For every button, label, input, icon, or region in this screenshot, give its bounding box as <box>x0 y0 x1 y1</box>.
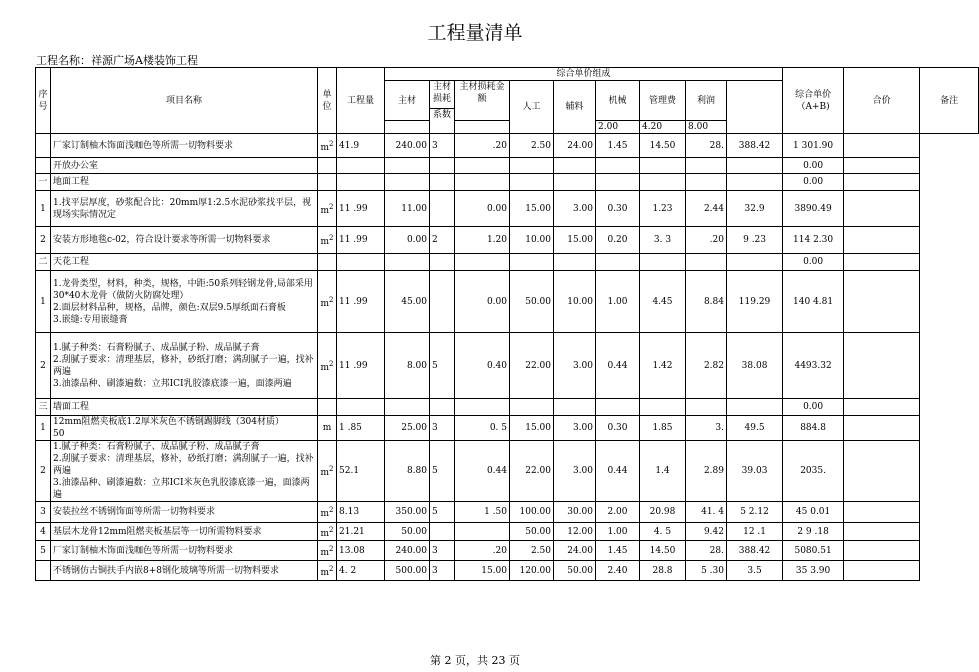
table-row <box>36 416 979 441</box>
cell-remark <box>844 441 920 502</box>
cell-remark <box>844 271 920 333</box>
cell-main: 240.00 <box>385 134 430 158</box>
cell-loss-amt: .20 <box>455 134 510 158</box>
cell-seq <box>36 158 51 174</box>
cell-remark <box>844 174 920 191</box>
cell-labor: 10.00 <box>510 227 554 254</box>
cell-profit: 2.82 <box>686 333 727 399</box>
cell-profit <box>686 254 727 271</box>
cell-qty: 1 .85 <box>337 416 385 441</box>
cell-remark <box>844 561 920 581</box>
cell-total: 35 3.90 <box>783 561 844 581</box>
table-row <box>36 523 979 541</box>
cell-loss <box>430 399 455 416</box>
table-row <box>36 134 979 158</box>
page-footer: 第 2 页，共 23 页 <box>430 654 520 667</box>
table-row <box>36 541 979 561</box>
cell-loss: 3 <box>430 134 455 158</box>
cell-name: 厂家订制柚木饰面浅咖色等所需一切物料要求 <box>51 134 318 158</box>
cell-unit <box>318 254 337 271</box>
cell-unit: $m^2$ <box>318 191 337 227</box>
cell-loss-amt: 0. 5 <box>455 416 510 441</box>
cell-unit: $m^2$ <box>318 333 337 399</box>
cell-aux: 30.00 <box>554 502 596 523</box>
cell-remark <box>844 191 920 227</box>
table-row <box>36 254 979 271</box>
cell-profit: 2.89 <box>686 441 727 502</box>
cell-aux: 10.00 <box>554 271 596 333</box>
cell-profit: .20 <box>686 227 727 254</box>
header-aux: 辅料 <box>554 81 596 134</box>
cell-price: 12 .1 <box>727 523 783 541</box>
cell-remark <box>844 416 920 441</box>
cell-price: 3.5 <box>727 561 783 581</box>
cell-loss: 3 <box>430 541 455 561</box>
cell-aux <box>554 158 596 174</box>
cell-main: 500.00 <box>385 561 430 581</box>
cell-price: 39.03 <box>727 441 783 502</box>
header-mgmt-rate: 4.20 <box>640 121 686 134</box>
cell-seq: 5 <box>36 541 51 561</box>
cell-loss-amt <box>455 254 510 271</box>
cell-aux: 50.00 <box>554 561 596 581</box>
header-name: 项目名称 <box>51 68 318 134</box>
cell-labor: 2.50 <box>510 134 554 158</box>
cell-name: 墙面工程 <box>51 399 318 416</box>
cell-seq: 2 <box>36 227 51 254</box>
cell-name: 1.腻子种类：石膏粉腻子、成品腻子粉、成品腻子膏 2.刮腻子要求：清理基层，修补，砂纸打磨；满刮腻子一遍，找补两遍 3.油漆品种、刷漆遍数：立邦ICI乳胶漆底漆一遍，面漆两遍 <box>51 333 318 399</box>
cell-loss-amt: 0.00 <box>455 191 510 227</box>
cell-total: 0.00 <box>783 174 844 191</box>
header-loss: 主材损耗 <box>430 81 455 109</box>
cell-mech: 0.44 <box>596 441 640 502</box>
header-loss-amt-blank <box>455 121 510 134</box>
cell-price <box>727 158 783 174</box>
cell-mech <box>596 174 640 191</box>
cell-main: 240.00 <box>385 541 430 561</box>
cell-main: 8.00 <box>385 333 430 399</box>
cell-loss: 5 <box>430 502 455 523</box>
cell-name: 厂家订制柚木饰面浅咖色等所需一切物料要求 <box>51 541 318 561</box>
cell-mgmt <box>640 399 686 416</box>
cell-main <box>385 158 430 174</box>
cell-unit: $m^2$ <box>318 502 337 523</box>
cell-loss <box>430 191 455 227</box>
cell-name: 1.腻子种类：石膏粉腻子、成品腻子粉、成品腻子膏 2.刮腻子要求：清理基层，修补，砂纸打磨；满刮腻子一遍，找补两遍 3.油漆品种、刷漆遍数：立邦ICI米灰色乳胶漆底漆一遍，面漆两遍 <box>51 441 318 502</box>
cell-name: 1.龙骨类型，材料，种类，规格，中距:50系列轻钢龙骨,局部采用30*40木龙骨（做防火防腐处理） 2.面层材料品种，规格，品牌，颜色:双层9.5厚纸面石膏板 3.嵌缝:专用嵌缝膏 <box>51 271 318 333</box>
cell-seq: 1 <box>36 191 51 227</box>
header-labor: 人工 <box>510 81 554 134</box>
cell-price: 38.08 <box>727 333 783 399</box>
cell-seq <box>36 134 51 158</box>
cell-unit: $m^2$ <box>318 441 337 502</box>
cell-main <box>385 174 430 191</box>
cell-total: 0.00 <box>783 254 844 271</box>
cell-remark <box>844 541 920 561</box>
cell-name: 1.找平层厚度，砂浆配合比：20mm厚1:2.5水泥砂浆找平层，视现场实际情况定 <box>51 191 318 227</box>
cell-main: 50.00 <box>385 523 430 541</box>
cell-mgmt <box>640 174 686 191</box>
cell-name: 地面工程 <box>51 174 318 191</box>
cell-mech: 0.44 <box>596 333 640 399</box>
cell-main: 11.00 <box>385 191 430 227</box>
cell-aux: 3.00 <box>554 191 596 227</box>
cell-loss-amt <box>455 174 510 191</box>
cell-loss-amt <box>455 158 510 174</box>
cell-name: 天花工程 <box>51 254 318 271</box>
cell-main <box>385 399 430 416</box>
cell-unit: $m^2$ <box>318 541 337 561</box>
cell-aux: 3.00 <box>554 441 596 502</box>
cell-seq: 三 <box>36 399 51 416</box>
cell-mech <box>596 399 640 416</box>
cell-price <box>727 254 783 271</box>
cell-mech <box>596 254 640 271</box>
cell-total: 5080.51 <box>783 541 844 561</box>
cell-seq: 二 <box>36 254 51 271</box>
cell-mgmt <box>640 254 686 271</box>
cell-remark <box>844 333 920 399</box>
cell-profit: 2.44 <box>686 191 727 227</box>
header-mech-rate: 2.00 <box>596 121 640 134</box>
cell-unit: $m^2$ <box>318 271 337 333</box>
cell-price: 388.42 <box>727 541 783 561</box>
cell-mech: 1.00 <box>596 523 640 541</box>
cell-remark <box>844 134 920 158</box>
cell-price <box>727 399 783 416</box>
cell-qty: 11 .99 <box>337 271 385 333</box>
cell-qty: 8.13 <box>337 502 385 523</box>
cell-total: 0.00 <box>783 158 844 174</box>
header-mech: 机械 <box>596 81 640 121</box>
cell-loss <box>430 158 455 174</box>
cell-qty <box>337 174 385 191</box>
cell-main <box>385 254 430 271</box>
cell-mgmt: 4. 5 <box>640 523 686 541</box>
cell-mgmt: 14.50 <box>640 134 686 158</box>
cell-loss-amt: .20 <box>455 541 510 561</box>
table-row <box>36 333 979 399</box>
table-row <box>36 502 979 523</box>
header-main-blank <box>385 121 430 134</box>
cell-mech: 2.40 <box>596 561 640 581</box>
cell-mgmt: 3. 3 <box>640 227 686 254</box>
cell-main: 25.00 <box>385 416 430 441</box>
cell-seq: 4 <box>36 523 51 541</box>
cell-name: 安装拉丝不锈钢饰面等所需一切物料要求 <box>51 502 318 523</box>
cell-aux: 24.00 <box>554 134 596 158</box>
cell-loss-amt <box>455 399 510 416</box>
header-profit: 利润 <box>686 81 727 121</box>
cell-unit: $m^2$ <box>318 134 337 158</box>
cell-labor: 120.00 <box>510 561 554 581</box>
cell-loss-amt: 1 .50 <box>455 502 510 523</box>
cell-price: 32.9 <box>727 191 783 227</box>
cell-mgmt: 4.45 <box>640 271 686 333</box>
cell-mech: 2.00 <box>596 502 640 523</box>
cell-labor <box>510 399 554 416</box>
header-total: 合价 <box>844 68 920 134</box>
table-row <box>36 561 979 581</box>
cell-qty: 21.21 <box>337 523 385 541</box>
cell-name: 不锈钢仿古铜扶手内嵌8+8钢化玻璃等所需一切物料要求 <box>51 561 318 581</box>
cell-total: 114 2.30 <box>783 227 844 254</box>
header-loss-amt: 主材损耗金额 <box>455 81 510 121</box>
header-group: 综合单价组成 <box>385 68 783 81</box>
cell-remark <box>844 227 920 254</box>
cell-loss <box>430 254 455 271</box>
cell-aux: 3.00 <box>554 416 596 441</box>
cell-aux: 3.00 <box>554 333 596 399</box>
header-remark: 备注 <box>920 68 979 134</box>
cell-profit: 41. 4 <box>686 502 727 523</box>
cell-loss-amt <box>455 523 510 541</box>
cell-total: 4493.32 <box>783 333 844 399</box>
cell-qty: 11 .99 <box>337 333 385 399</box>
cell-mech <box>596 158 640 174</box>
cell-mgmt: 28.8 <box>640 561 686 581</box>
cell-profit: 3. <box>686 416 727 441</box>
cell-labor: 22.00 <box>510 333 554 399</box>
cell-loss <box>430 174 455 191</box>
header-row-1 <box>36 68 979 81</box>
cell-total: 3890.49 <box>783 191 844 227</box>
cell-name: 12mm阻燃夹板底1.2厚米灰色不锈钢踢脚线（304材质） 50 <box>51 416 318 441</box>
cell-profit <box>686 158 727 174</box>
cell-qty: 11 .99 <box>337 227 385 254</box>
cell-loss <box>430 271 455 333</box>
cell-profit: 28. <box>686 134 727 158</box>
cell-profit: 5 .30 <box>686 561 727 581</box>
cell-total: 1 301.90 <box>783 134 844 158</box>
cell-qty: 4. 2 <box>337 561 385 581</box>
cell-profit <box>686 399 727 416</box>
cell-price <box>727 174 783 191</box>
cell-aux <box>554 399 596 416</box>
cell-mgmt: 1.42 <box>640 333 686 399</box>
cell-qty: 52.1 <box>337 441 385 502</box>
cell-main: 45.00 <box>385 271 430 333</box>
cell-total: 2035. <box>783 441 844 502</box>
cell-qty <box>337 399 385 416</box>
cell-labor: 100.00 <box>510 502 554 523</box>
cell-mech: 0.30 <box>596 191 640 227</box>
cell-aux: 12.00 <box>554 523 596 541</box>
cell-remark <box>844 254 920 271</box>
cell-labor: 50.00 <box>510 271 554 333</box>
cell-main: 0.00 <box>385 227 430 254</box>
cell-main: 8.80 <box>385 441 430 502</box>
cell-labor: 22.00 <box>510 441 554 502</box>
cell-labor: 50.00 <box>510 523 554 541</box>
cell-labor <box>510 254 554 271</box>
page-title: 工程量清单 <box>427 22 523 44</box>
cell-aux <box>554 254 596 271</box>
cell-loss-amt: 0.40 <box>455 333 510 399</box>
cell-seq: 2 <box>36 333 51 399</box>
header-loss-coef: 系数 <box>430 109 455 134</box>
table-row <box>36 399 979 416</box>
cell-seq <box>36 561 51 581</box>
cell-mech: 1.00 <box>596 271 640 333</box>
cell-seq: 一 <box>36 174 51 191</box>
cell-unit: m <box>318 416 337 441</box>
cell-labor: 15.00 <box>510 191 554 227</box>
table-row <box>36 441 979 502</box>
cell-labor: 2.50 <box>510 541 554 561</box>
cell-qty: 13.08 <box>337 541 385 561</box>
cell-mech: 1.45 <box>596 541 640 561</box>
cell-aux: 15.00 <box>554 227 596 254</box>
project-name: 工程名称：祥源广场A楼装饰工程 <box>36 54 198 67</box>
header-profit-rate: 8.00 <box>686 121 727 134</box>
cell-remark <box>844 523 920 541</box>
cell-total: 140 4.81 <box>783 271 844 333</box>
cell-labor <box>510 174 554 191</box>
cell-profit: 9.42 <box>686 523 727 541</box>
cell-unit <box>318 174 337 191</box>
cell-mgmt: 1.23 <box>640 191 686 227</box>
cell-mgmt: 20.98 <box>640 502 686 523</box>
cell-profit: 8.84 <box>686 271 727 333</box>
table-row <box>36 271 979 333</box>
cell-loss-amt: 1.20 <box>455 227 510 254</box>
header-mgmt: 管理费 <box>640 81 686 121</box>
cell-total: 884.8 <box>783 416 844 441</box>
cell-profit: 28. <box>686 541 727 561</box>
cell-total: 0.00 <box>783 399 844 416</box>
cell-total: 2 9 .18 <box>783 523 844 541</box>
cell-price: 9 .23 <box>727 227 783 254</box>
cell-loss: 3 <box>430 416 455 441</box>
cell-unit <box>318 399 337 416</box>
cell-loss: 2 <box>430 227 455 254</box>
cell-mech: 0.20 <box>596 227 640 254</box>
cell-mech: 0.30 <box>596 416 640 441</box>
cell-profit <box>686 174 727 191</box>
cell-name: 安装方形地毯c-02，符合设计要求等所需一切物料要求 <box>51 227 318 254</box>
cell-seq: 3 <box>36 502 51 523</box>
cell-seq: 2 <box>36 441 51 502</box>
cell-price: 388.42 <box>727 134 783 158</box>
cell-loss: 5 <box>430 333 455 399</box>
header-unit: 单位 <box>318 68 337 134</box>
cell-loss-amt: 15.00 <box>455 561 510 581</box>
cell-qty <box>337 158 385 174</box>
cell-unit: $m^2$ <box>318 561 337 581</box>
cell-price: 5 2.12 <box>727 502 783 523</box>
header-unit-price: 综合单价 （A+B) <box>783 68 844 134</box>
cell-mgmt: 14.50 <box>640 541 686 561</box>
header-qty: 工程量 <box>337 68 385 134</box>
cell-unit <box>318 158 337 174</box>
cell-qty <box>337 254 385 271</box>
bill-of-quantities-table <box>35 67 979 581</box>
cell-unit: $m^2$ <box>318 523 337 541</box>
cell-loss: 3 <box>430 561 455 581</box>
cell-main: 350.00 <box>385 502 430 523</box>
header-seq: 序号 <box>36 68 51 134</box>
cell-price: 119.29 <box>727 271 783 333</box>
cell-loss: 5 <box>430 441 455 502</box>
cell-loss-amt: 0.44 <box>455 441 510 502</box>
cell-total: 45 0.01 <box>783 502 844 523</box>
table-row <box>36 158 979 174</box>
cell-labor: 15.00 <box>510 416 554 441</box>
cell-remark <box>844 158 920 174</box>
table-row <box>36 174 979 191</box>
cell-mgmt: 1.4 <box>640 441 686 502</box>
cell-qty: 41.9 <box>337 134 385 158</box>
cell-loss-amt: 0.00 <box>455 271 510 333</box>
cell-name: 开放办公室 <box>51 158 318 174</box>
cell-price: 49.5 <box>727 416 783 441</box>
cell-aux <box>554 174 596 191</box>
table-row <box>36 191 979 227</box>
cell-seq: 1 <box>36 271 51 333</box>
cell-remark <box>844 399 920 416</box>
cell-mgmt: 1.85 <box>640 416 686 441</box>
cell-mgmt <box>640 158 686 174</box>
cell-labor <box>510 158 554 174</box>
header-main: 主材 <box>385 81 430 121</box>
cell-loss <box>430 523 455 541</box>
cell-seq: 1 <box>36 416 51 441</box>
cell-qty: 11 .99 <box>337 191 385 227</box>
cell-mech: 1.45 <box>596 134 640 158</box>
cell-unit: $m^2$ <box>318 227 337 254</box>
cell-name: 基层木龙骨12mm阻燃夹板基层等一切所需物料要求 <box>51 523 318 541</box>
cell-aux: 24.00 <box>554 541 596 561</box>
cell-remark <box>844 502 920 523</box>
table-row <box>36 227 979 254</box>
